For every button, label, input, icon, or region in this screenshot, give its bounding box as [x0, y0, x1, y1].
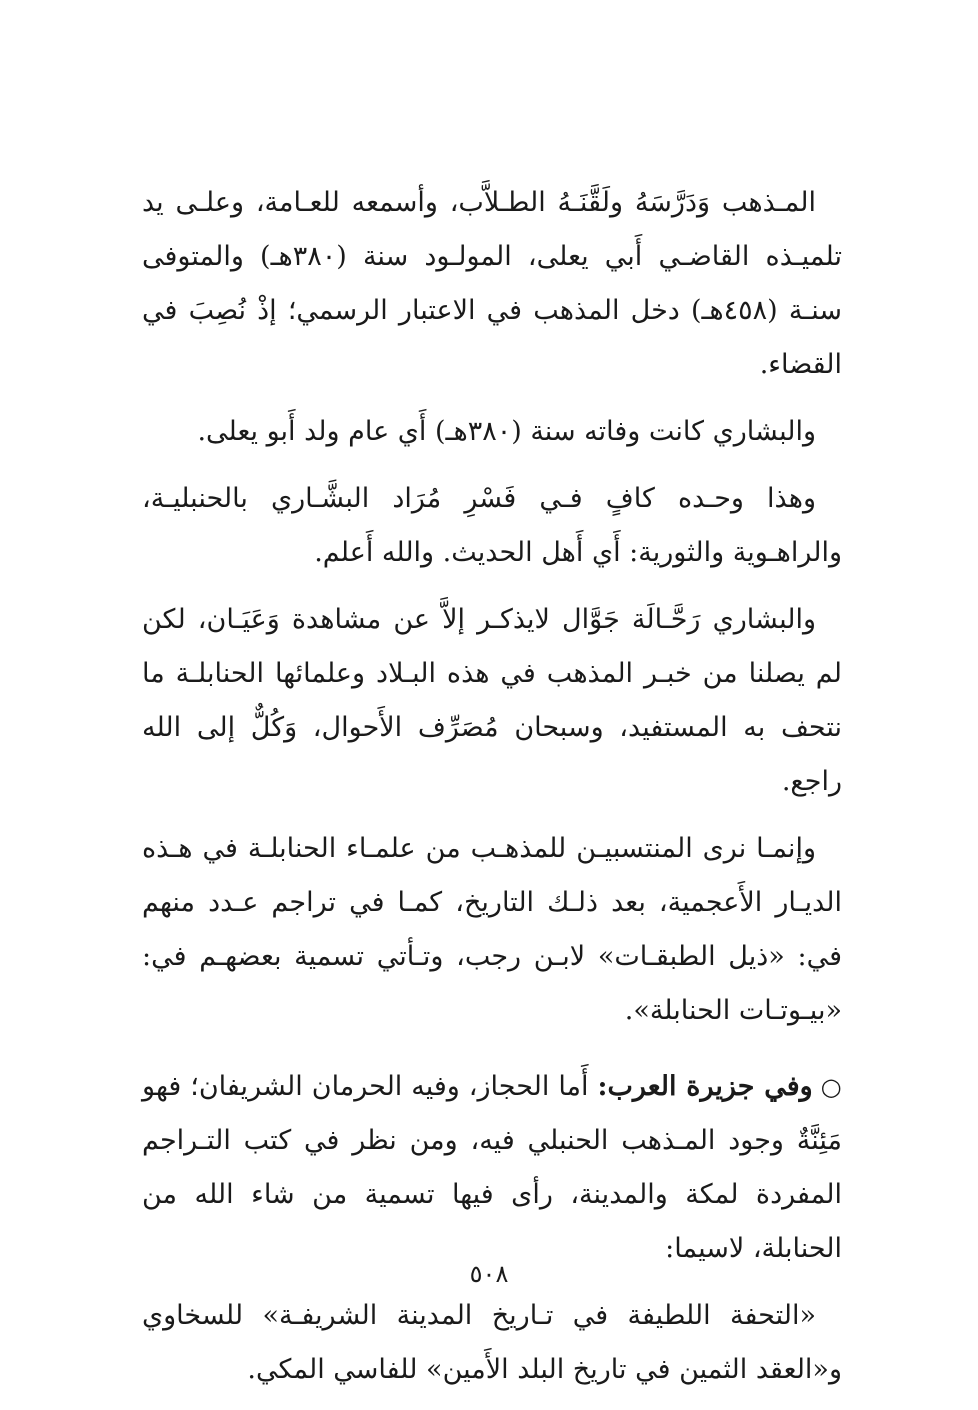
page-number: ٥٠٨ — [469, 1260, 509, 1288]
body-text — [142, 176, 842, 1410]
paragraph-4: والبشاري رَحَّـالَة جَوَّال لايذكـر إلاَّ عن مشاهدة وَعَيَـان، لكن لم يصلنا من خبـر المذهب في هذه البـلاد وعلمائها الحنابلـة ما نتحف به المستفيد، وسبحان مُصَرِّف الأَحوال، وَكُلٌّ إلى الله راجع. — [142, 604, 842, 797]
paragraph-7: «التحفة اللطيفة في تـاريخ المدينة الشريفـة» للسخاوي و«العقد الثمين في تاريخ البلد الأَمين» للفاسي المكي. — [142, 1300, 842, 1385]
paragraph-1: المـذهب وَدَرَّسَهُ ولَقَّنَـهُ الطـلاَّب، وأسمعه للعـامة، وعلـى يد تلميـذه القاضـي أَبي يعلى، المولـود سنة (٣٨٠هـ) والمتوفى سنـة (٤٥٨هـ) دخل المذهب في الاعتبار الرسمي؛ إذْ نُصِبَ في القضاء. — [142, 187, 842, 380]
section-lead: وفي جزيرة العرب: — [597, 1071, 813, 1102]
circle-bullet-icon: ○ — [820, 1073, 842, 1101]
paragraph-3: وهذا وحـده كافٍ فـي فَسْرِ مُرَاد البشَّـاري بالحنبليـة، والراهـوية والثورية: أَي أَهل الحديث. والله أَعلم. — [142, 483, 842, 568]
paragraph-5: وإنمـا نرى المنتسبيـن للمذهـب من علمـاء الحنابلـة في هـذه الديـار الأَعجمية، بعد ذلـك التاريخ، كمـا في تراجم عـدد منهم في: «ذيل الطبقـات» لابـن رجب، وتـأتي تسمية بعضهـم في: «بيـوتـات الحنابلة». — [142, 833, 842, 1026]
paragraph-6-section — [142, 1060, 842, 1276]
paragraph-2: والبشاري كانت وفاته سنة (٣٨٠هـ) أَي عام ولد أَبو يعلى. — [197, 416, 816, 447]
section-text: أَما الحجاز، وفيه الحرمان الشريفان؛ فهو مَئِنَّةٌ وجود المـذهب الحنبلي فيه، ومن نظر في كتب التـراجم المفردة لمكة والمدينة، رأى فيها تسمية من شاء الله من الحنابلة، لاسيما: — [142, 1071, 842, 1264]
